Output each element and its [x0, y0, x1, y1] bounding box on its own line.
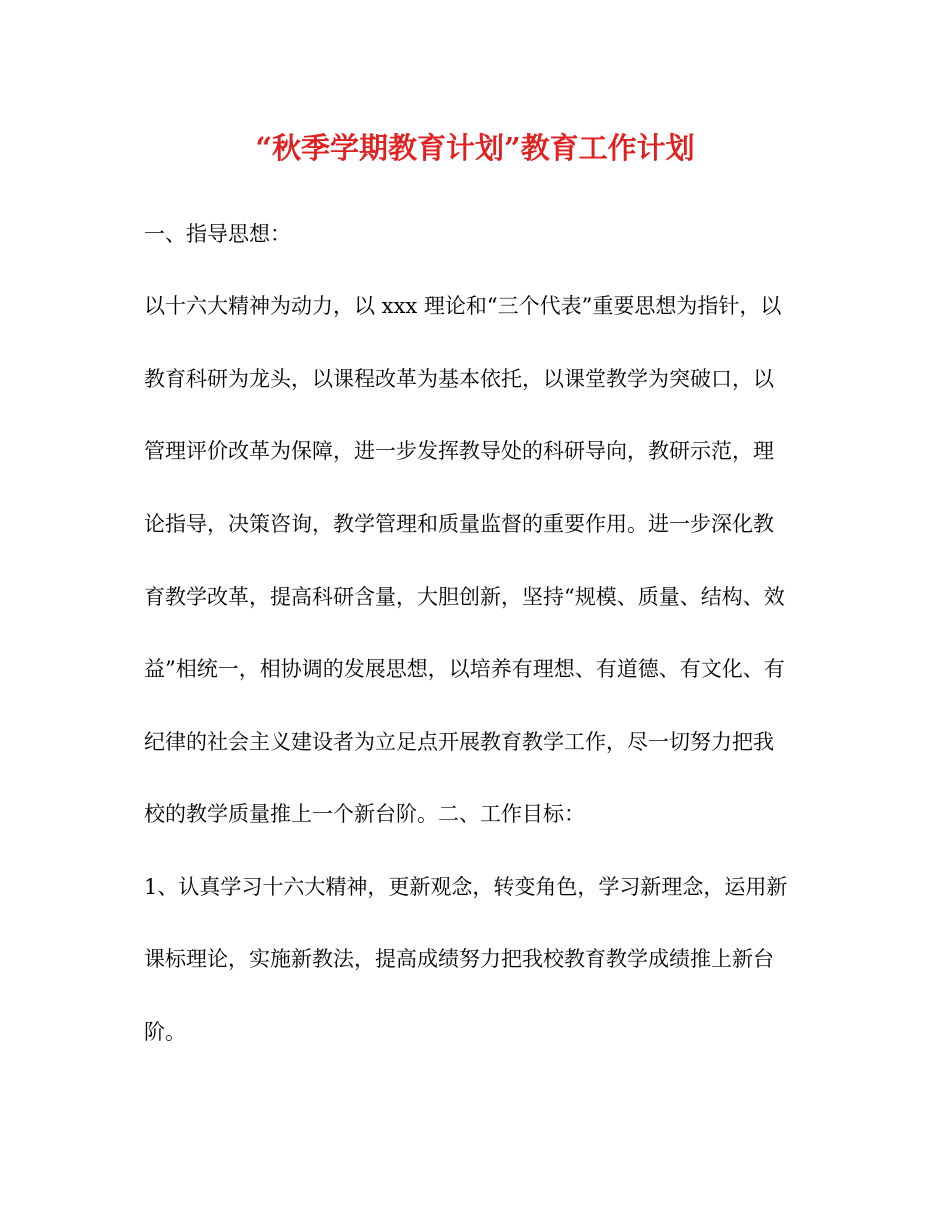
section-heading-guiding-ideology: 一、指导思想： [144, 222, 291, 246]
paragraph-line: 论指导，决策咨询，教学管理和质量监督的重要作用。进一步深化教 [144, 512, 774, 536]
paragraph-line: 育教学改革，提高科研含量，大胆创新，坚持“规模、质量、结构、效 [144, 585, 785, 609]
paragraph-line: 管理评价改革为保障，进一步发挥教导处的科研导向，教研示范，理 [144, 439, 774, 463]
paragraph-line: 益”相统一，相协调的发展思想，以培养有理想、有道德、有文化、有 [144, 657, 785, 681]
list-item-line: 1、认真学习十六大精神，更新观念，转变角色，学习新理念，运用新 [144, 875, 788, 899]
list-item-line: 课标理论，实施新教法，提高成绩努力把我校教育教学成绩推上新台 [144, 947, 774, 971]
paragraph-line: 以十六大精神为动力，以 xxx 理论和“三个代表”重要思想为指针，以 [144, 294, 782, 318]
paragraph-line: 教育科研为龙头，以课程改革为基本依托，以课堂教学为突破口，以 [144, 367, 774, 391]
document-title: “秋季学期教育计划”教育工作计划 [255, 131, 695, 165]
paragraph-line: 纪律的社会主义建设者为立足点开展教育教学工作，尽一切努力把我 [144, 730, 774, 754]
list-item-line: 阶。 [144, 1020, 186, 1044]
paragraph-line: 校的教学质量推上一个新台阶。二、工作目标： [144, 802, 585, 826]
